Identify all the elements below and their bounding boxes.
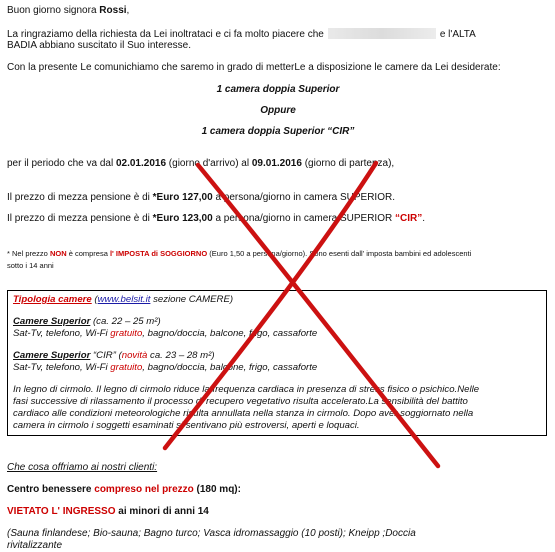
redacted-text [328,28,436,39]
facilities-line-1: (Sauna finlandese; Bio-sauna; Bagno turco; Vasca idromassaggio (10 posti); Kneipp ;Doccia [7,528,416,539]
note-text-c: (Euro 1,50 a persona/giorno). Sono esenti dall' imposta bambini ed adolescenti [207,249,472,258]
note-text-a: * Nel prezzo [7,249,50,258]
price-superior: *Euro 127,00 [152,192,213,203]
period-text-a: per il periodo che va dal [7,158,116,169]
superior-heading [13,316,161,328]
recipient-name: Rossi [99,5,127,16]
arrival-date: 02.01.2016 [115,158,167,169]
departure-date: 09.01.2016 [251,158,302,169]
tax-note-line-2: sotto i 14 anni [7,261,54,270]
greeting-comma: , [126,5,130,16]
period-line [7,158,394,170]
box-title-line: Tipologia camere (www.belsit.it sezione CAMERE) [13,294,234,305]
intro-text-a: La ringraziamo della richiesta da Lei inoltrataci e ci fa molto piacere che [7,29,324,40]
wellness-text-b: (180 mq): [193,484,241,495]
oppure-text: Oppure [260,105,296,116]
wellness-text-a: Centro benessere [7,484,95,495]
period-text-c: (giorno di partenza), [301,158,395,169]
note-text-b: è compresa [66,249,110,258]
intro-line-2: BADIA abbiano suscitato il Suo interesse. [7,40,191,51]
superior-size: (ca. 22 – 25 m²) [90,316,161,327]
greeting-text: Buon giorno signora [7,5,100,16]
vietato-text: ai minori di anni 14 [115,506,209,517]
price-line-2 [7,213,425,225]
greeting [7,5,129,17]
wellness-included: compreso nel prezzo [94,484,194,495]
intro-line-3: Con la presente Le comunichiamo che saremo in grado di metterLe a disposizione le camere da Lei desiderate: [7,62,501,73]
cir-feat-b: , bagno/doccia, balcone, frigo, cassaforte [142,362,318,373]
wellness-line [7,484,241,496]
box-section: sezione CAMERE) [153,294,234,305]
cir-heading [13,350,215,362]
vietato-label: VIETATO L' INGRESSO [7,506,116,517]
price2-end: . [422,213,426,224]
cir-quote: “CIR” ( [90,350,122,361]
cirmolo-desc-2: fasi successive di rilassamento il processo di recupero vegetativo risulta accelerato.La sensibilità del battito [13,396,468,407]
price2-text-a: Il prezzo di mezza pensione è di [7,213,153,224]
price-superior-cir: *Euro 123,00 [152,213,213,224]
vietato-line [7,506,209,518]
room-option-1-text: 1 camera doppia Superior [216,84,340,95]
cir-size: ca. 23 – 28 m²) [147,350,215,361]
tax-note-line-1 [7,248,471,260]
price1-text-b: a persona/giorno in camera SUPERIOR. [212,192,395,203]
cirmolo-desc-3: cardiaco alle condizioni meteorologiche risulta annullata nella stanza in cirmolo. Dopo aver soggiornato nella [13,408,474,419]
note-non: NON [49,249,67,258]
website-link[interactable]: www.belsit.it [97,294,151,305]
cir-wifi-free: gratuito [110,362,143,373]
price-line-1 [7,192,395,204]
period-text-b: (giorno d'arrivo) al [166,158,252,169]
room-types-box [7,290,547,436]
cir-feat-a: Sat-Tv, telefono, Wi-Fi [13,362,111,373]
cir-new: novità [121,350,148,361]
cirmolo-desc-4: camera in cirmolo i soggetti esaminati si sentivano più estroversi, aperti e loquaci. [13,420,360,431]
cir-features [13,362,317,374]
cir-label: “CIR” [395,213,423,224]
superior-feat-a: Sat-Tv, telefono, Wi-Fi [13,328,111,339]
price2-text-b: a persona/giorno in camera SUPERIOR [212,213,395,224]
room-option-1 [7,84,549,96]
superior-name: Camere Superior [13,316,91,327]
price1-text-a: Il prezzo di mezza pensione è di [7,192,153,203]
oppure-label [7,105,549,117]
box-title: Tipologia camere [13,294,92,305]
intro-text-b: e l'ALTA [439,29,476,40]
facilities-line-2: rivitalizzante [7,540,63,551]
room-option-2-text: 1 camera doppia Superior “CIR” [201,126,355,137]
superior-features [13,328,317,340]
superior-wifi-free: gratuito [110,328,143,339]
superior-feat-b: , bagno/doccia, balcone, frigo, cassaforte [142,328,318,339]
room-option-2 [7,126,549,138]
offer-heading: Che cosa offriamo ai nostri clienti: [7,462,158,473]
cirmolo-desc-1: In legno di cirmolo. Il legno di cirmolo riduce la frequenza cardiaca in presenza di stress fisico o psichico.Nelle [13,384,480,395]
note-tax: l' IMPOSTA di SOGGIORNO [109,249,208,258]
cir-name: Camere Superior [13,350,91,361]
